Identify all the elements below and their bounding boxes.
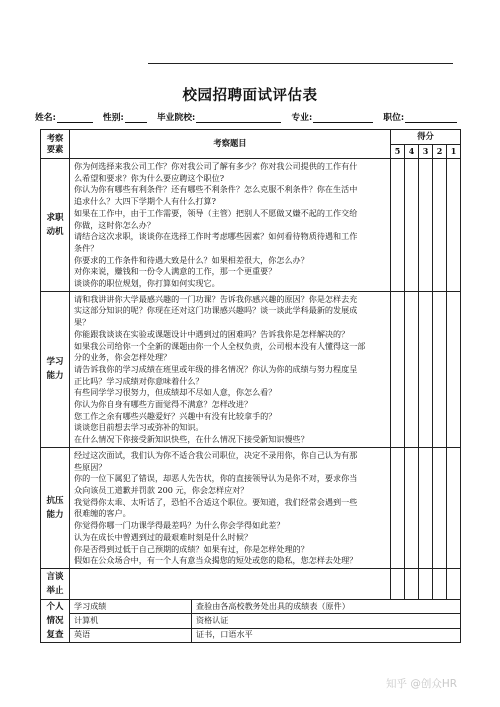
university-label: 毕业院校: <box>156 113 196 123</box>
score-cell-3[interactable] <box>419 447 433 568</box>
section-label-line2: 举止 <box>46 585 64 596</box>
question-line: 假如在公众场合中，有一个人有意当众揭您的短处或您的隐私，您怎样去处理？ <box>74 555 358 566</box>
question-line: 谈谈你的职位规划，你打算如何实现它。 <box>74 278 220 289</box>
background-row <box>41 614 461 628</box>
section-row-motivation <box>41 159 461 292</box>
score-cell-1[interactable] <box>447 159 461 292</box>
section-label-line2: 能力 <box>46 371 64 382</box>
section-questions-learning <box>70 291 391 447</box>
score-cell-2[interactable] <box>433 447 447 568</box>
question-line: 很难缠的客户。 <box>74 508 131 519</box>
position-field[interactable] <box>405 113 457 123</box>
question-line: 谈谈您目前想去学习或弥补的知识。 <box>74 422 204 433</box>
section-row-stress <box>41 447 461 568</box>
section-questions-stress <box>70 447 391 568</box>
section-label-line1: 抗压 <box>46 495 64 506</box>
question-line: 你能跟我谈谈在实验或课题设计中遇到过的困难吗？告诉我你是怎样解决的？ <box>74 328 350 339</box>
section-row-speech <box>41 568 461 599</box>
section-label-background <box>41 599 70 642</box>
category-header-line2: 要素 <box>46 144 64 154</box>
background-row <box>41 628 461 642</box>
score-cell-2[interactable] <box>433 568 447 599</box>
score-cell-2[interactable] <box>433 291 447 447</box>
score-level-2: 2 <box>433 145 447 159</box>
question-line: 您工作之余有哪些兴趣爱好？兴趣中有没有比较拿手的？ <box>74 410 277 421</box>
question-line: 你是否得到过低于自己预期的成绩？如果有过，你是怎样处理的？ <box>74 543 309 554</box>
background-evidence: 证书，口语水平 <box>192 628 461 642</box>
score-cell-1[interactable] <box>447 447 461 568</box>
question-line: 如果在工作中，由于工作需要，领导（主管）把别人不愿做又嫌不起的工作交给 <box>74 207 358 218</box>
question-line: 对你来说，赚钱和一份令人满意的工作，那一个更重要？ <box>74 266 277 277</box>
section-label-line1: 求职 <box>46 212 64 223</box>
section-label-line2: 情况 <box>46 615 64 626</box>
score-cell-5[interactable] <box>391 568 405 599</box>
question-line: 众向该员工道歉并罚款 200 元，你会怎样应对？ <box>74 484 249 495</box>
score-header: 得分 <box>391 130 461 145</box>
score-cell-4[interactable] <box>405 447 419 568</box>
section-label-learning <box>41 291 70 447</box>
question-line: 么希望和要求？你为什么要应聘这个职位? <box>74 172 225 183</box>
question-line: 请结合这次求职，谈谈你在选择工作时考虑哪些因素？如何看待物质待遇和工作 <box>74 231 358 242</box>
watermark: 知乎 @创众HR <box>386 678 458 690</box>
candidate-info-bar <box>35 110 465 123</box>
university-field[interactable] <box>196 113 281 123</box>
score-cell-4[interactable] <box>405 291 419 447</box>
background-evidence: 资格认证 <box>192 614 461 628</box>
score-cell-1[interactable] <box>447 291 461 447</box>
question-line: 你认为你自身有哪些方面觉得不满意？怎样改进？ <box>74 399 253 410</box>
section-label-stress <box>41 447 70 568</box>
background-evidence: 查验由各高校教务处出具的成绩表（原件） <box>192 599 461 613</box>
score-cell-3[interactable] <box>419 568 433 599</box>
question-line: 经过这次面试，我们认为你不适合我公司职位，决定不录用你，你自己认为有那 <box>74 449 358 460</box>
question-line: 你的一位下属犯了错误，却恶人先告状，你的直接领导认为是你不对，要求你当 <box>74 473 358 484</box>
question-line: 认为在成长中曾遇到过的最艰难时刻是什么时候？ <box>74 531 253 542</box>
score-cell-1[interactable] <box>447 568 461 599</box>
question-line: 些原因？ <box>74 461 107 472</box>
question-line: 你觉得你哪一门功课学得最差吗？为什么你会学得如此差？ <box>74 520 285 531</box>
name-field[interactable] <box>57 113 93 123</box>
top-rule <box>148 63 453 64</box>
name-label: 姓名: <box>35 113 56 123</box>
score-cell-5[interactable] <box>391 447 405 568</box>
question-line: 你为何选择来我公司工作？你对我公司了解有多少？你对我公司提供的工作有什 <box>74 161 358 171</box>
score-cell-4[interactable] <box>405 159 419 292</box>
score-cell-3[interactable] <box>419 159 433 292</box>
question-line: 你做，这时你怎么办？ <box>74 219 155 230</box>
section-label-motivation <box>41 159 70 292</box>
background-row <box>41 599 461 613</box>
section-questions-motivation <box>70 159 391 292</box>
question-line: 条件？ <box>74 242 99 253</box>
score-level-3: 3 <box>419 145 433 159</box>
question-line: 请和我讲讲你大学最感兴趣的一门功课？告诉我你感兴趣的原因？你是怎样去充 <box>74 293 358 304</box>
section-label-line1: 学习 <box>46 357 64 368</box>
score-cell-4[interactable] <box>405 568 419 599</box>
question-line: 在什么情况下你接受新知识快些，在什么情况下接受新知识慢些？ <box>74 434 309 445</box>
page-title: 校园招聘面试评估表 <box>182 87 318 104</box>
question-line: 正比吗？学习成绩对你意味着什么？ <box>74 375 204 386</box>
evaluation-table <box>40 129 461 643</box>
score-cell-5[interactable] <box>391 159 405 292</box>
question-line: 你要求的工作条件和待遇大致是什么？如果相差很大，你怎么办？ <box>74 254 309 265</box>
score-cell-2[interactable] <box>433 159 447 292</box>
section-label-line1: 个人 <box>46 601 64 612</box>
score-cell-5[interactable] <box>391 291 405 447</box>
section-label-line2: 能力 <box>46 509 64 520</box>
major-label: 专业: <box>291 113 313 123</box>
section-label-speech <box>41 568 70 599</box>
question-line: 你认为你有哪些有利条件？还有哪些不利条件？怎么克服不利条件？你在生活中 <box>74 184 358 195</box>
score-level-4: 4 <box>405 145 419 159</box>
gender-field[interactable] <box>125 113 147 123</box>
question-line: 请告诉我你的学习成绩在班里或年级的排名情况？你认为你的成绩与努力程度呈 <box>74 363 358 374</box>
section-label-line1: 言谈 <box>46 571 64 582</box>
section-row-learning <box>41 291 461 447</box>
score-level-5: 5 <box>391 145 405 159</box>
question-line: 如果我公司给你一个全新的课题由你一个人全权负责，公司根本没有人懂得这一部 <box>74 340 366 351</box>
question-line: 有些同学学习很努力，但成绩却不尽如人意，你怎么看？ <box>74 387 277 398</box>
questions-header: 考察题目 <box>70 130 391 159</box>
background-item: 学习成绩 <box>70 599 192 613</box>
category-header-line1: 考察 <box>46 133 64 143</box>
major-field[interactable] <box>313 113 373 123</box>
question-line: 追求什么？大四下学期个人有什么打算? <box>74 196 216 207</box>
question-line: 分的业务，你会怎样处理？ <box>74 352 172 363</box>
question-line: 实这部分知识的呢？你现在还对这门功课感兴趣吗？谈一谈此学科最新的发展成 <box>74 305 358 316</box>
background-item: 英语 <box>70 628 192 642</box>
gender-label: 性别: <box>102 113 124 123</box>
section-label-line3: 复查 <box>46 629 64 640</box>
section-label-line2: 动机 <box>46 226 64 237</box>
category-header <box>41 130 70 159</box>
background-item: 计算机 <box>70 614 192 628</box>
score-level-1: 1 <box>447 145 461 159</box>
question-line: 我觉得你太乖、太听话了，恐怕不合适这个职位。要知道，我们经常会遇到一些 <box>74 496 358 507</box>
score-cell-3[interactable] <box>419 291 433 447</box>
question-line: 果？ <box>74 317 91 328</box>
position-label: 职位: <box>383 113 405 123</box>
speech-notes-cell[interactable] <box>70 568 391 599</box>
